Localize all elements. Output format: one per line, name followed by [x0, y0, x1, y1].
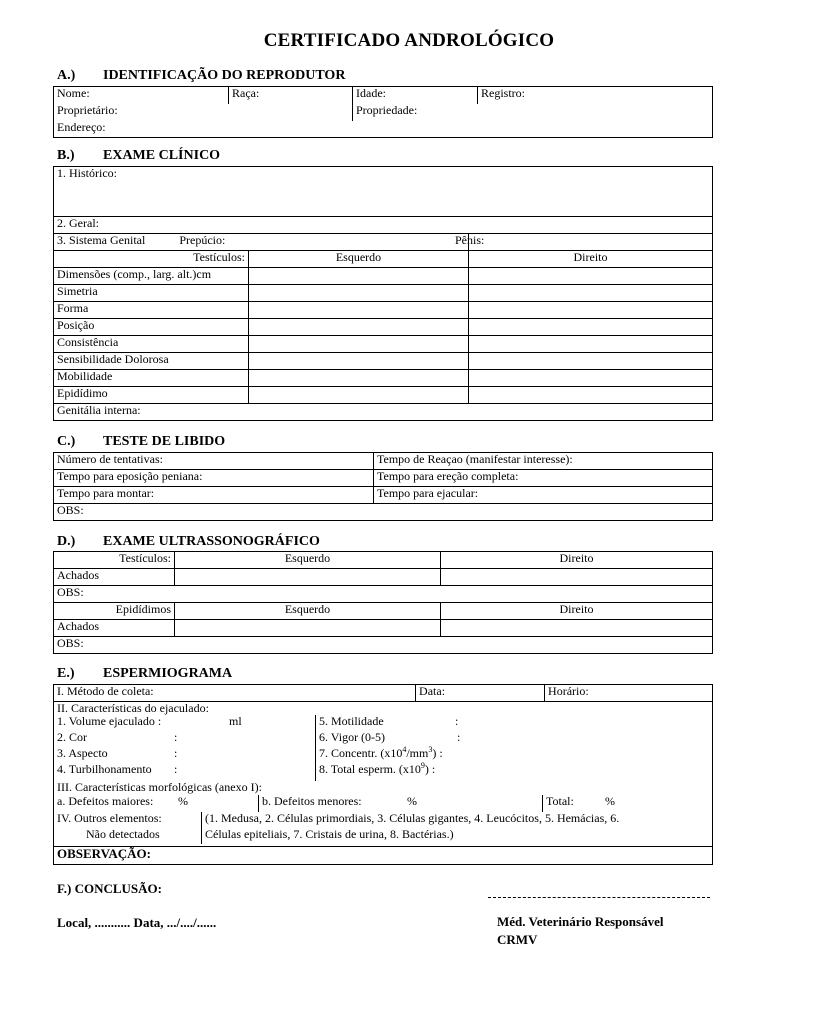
motilidade-label: 5. Motilidade: [319, 714, 384, 729]
achados-label: Achados: [54, 569, 175, 586]
total-esperm-label: [319, 763, 435, 776]
other-elements-row: [57, 812, 709, 844]
right-cell[interactable]: [469, 387, 713, 404]
achados-label: Achados: [54, 620, 175, 637]
left-cell[interactable]: [249, 268, 469, 285]
section-letter: E.): [57, 666, 75, 681]
left-cell[interactable]: [249, 387, 469, 404]
defects-row: [57, 795, 709, 812]
row-label: Epidídimo: [54, 387, 249, 404]
elements-list-line2: Células epiteliais, 7. Cristais de urina, 8. Bactérias.): [205, 826, 454, 841]
row-label: Mobilidade: [54, 370, 249, 387]
row-label: Posição: [54, 319, 249, 336]
horario-field[interactable]: Horário:: [545, 685, 713, 702]
section-d-heading: [57, 534, 320, 550]
spermiogram-table: [53, 684, 713, 865]
esquerdo-header: Esquerdo: [175, 603, 441, 620]
page-title: CERTIFICADO ANDROLÓGICO: [263, 30, 555, 51]
idade-field[interactable]: Idade:: [353, 87, 478, 104]
propriedade-field[interactable]: Propriedade:: [353, 104, 713, 121]
right-cell[interactable]: [469, 370, 713, 387]
divider: [315, 715, 316, 781]
right-cell[interactable]: [469, 268, 713, 285]
epididimos-obs-field[interactable]: OBS:: [54, 637, 713, 654]
proprietario-field[interactable]: Proprietário:: [54, 104, 353, 121]
concentracao-exp: 4: [402, 745, 407, 755]
aspecto-colon: :: [174, 746, 178, 761]
row-label: Forma: [54, 302, 249, 319]
local-data-line: Local, ........... Data, .../..../......: [57, 915, 217, 930]
ejaculate-characteristics: [54, 702, 713, 847]
section-letter: B.): [57, 148, 75, 163]
section-title: IDENTIFICAÇÃO DO REPRODUTOR: [103, 68, 346, 83]
concentracao-unit: /mm: [406, 746, 429, 761]
left-cell[interactable]: [249, 319, 469, 336]
total-label: Total:: [546, 793, 574, 808]
right-cell[interactable]: [469, 302, 713, 319]
row-label: Consistência: [54, 336, 249, 353]
section-title: ESPERMIOGRAMA: [103, 666, 233, 681]
historico-field[interactable]: 1. Histórico:: [54, 167, 713, 217]
section-title: EXAME ULTRASSONOGRÁFICO: [103, 534, 320, 549]
exposicao-field[interactable]: Tempo para eposição peniana:: [54, 470, 374, 487]
raca-field[interactable]: Raça:: [229, 87, 353, 104]
total-esperm-exp: 9: [420, 761, 425, 771]
nao-detectados-label: Não detectados: [86, 826, 160, 841]
medico-label: Méd. Veterinário Responsável: [497, 914, 664, 929]
section-letter: C.): [57, 434, 76, 449]
divider: [201, 812, 202, 844]
total-esperm-close: ): [424, 762, 429, 777]
section-title: TESTE DE LIBIDO: [103, 434, 226, 449]
section-b-heading: [57, 148, 220, 164]
tentativas-field[interactable]: Número de tentativas:: [54, 453, 374, 470]
caract-ejaculado-label: II. Características do ejaculado:: [57, 701, 209, 715]
left-cell[interactable]: [249, 336, 469, 353]
genitalia-interna-field[interactable]: Genitália interna:: [54, 404, 713, 421]
nome-field[interactable]: Nome:: [54, 87, 229, 104]
outros-label: IV. Outros elementos:: [57, 810, 162, 825]
right-cell[interactable]: [469, 285, 713, 302]
testiculos-header: Testículos:: [54, 251, 249, 268]
registro-field[interactable]: Registro:: [478, 87, 713, 104]
sistema-genital-label: 3. Sistema Genital: [57, 233, 146, 247]
right-cell[interactable]: [469, 336, 713, 353]
identification-table: [53, 86, 713, 138]
prepucio-label: Prepúcio:: [179, 233, 226, 247]
direito-header: Direito: [469, 251, 713, 268]
concentracao-exp2: 3: [428, 745, 433, 755]
cor-colon: :: [174, 730, 178, 745]
total-esperm-text: 8. Total esperm. (x10: [319, 762, 421, 777]
total-esperm-colon: :: [431, 762, 436, 777]
vigor-label: 6. Vigor (0-5): [319, 730, 386, 745]
volume-label: 1. Volume ejaculado :: [57, 714, 162, 729]
section-title: EXAME CLÍNICO: [103, 148, 221, 163]
row-label: Sensibilidade Dolorosa: [54, 353, 249, 370]
conclusao-heading: F.) CONCLUSÃO:: [57, 881, 162, 896]
morfo-label: III. Características morfológicas (anexo I):: [57, 780, 262, 795]
section-c-heading: [57, 434, 225, 450]
aspecto-label: 3. Aspecto: [57, 746, 108, 761]
row-label: Simetria: [54, 285, 249, 302]
total-pct: %: [605, 793, 615, 808]
libido-table: [53, 452, 713, 521]
data-field[interactable]: Data:: [416, 685, 545, 702]
row-label: Dimensões (comp., larg. alt.)cm: [54, 268, 249, 285]
concentracao-label: [319, 747, 443, 760]
testiculos-header: Testículos:: [54, 552, 175, 569]
section-letter: A.): [57, 68, 76, 83]
defeitos-menores-label: b. Defeitos menores:: [262, 793, 362, 808]
esquerdo-header: Esquerdo: [175, 552, 441, 569]
left-cell[interactable]: [249, 302, 469, 319]
sistema-genital-row[interactable]: [54, 234, 469, 251]
section-a-heading: [57, 68, 345, 84]
montar-field[interactable]: Tempo para montar:: [54, 487, 374, 504]
left-cell[interactable]: [175, 569, 441, 586]
endereco-field[interactable]: Endereço:: [54, 121, 713, 138]
penis-label: Pênis:: [455, 233, 485, 247]
libido-obs-field[interactable]: OBS:: [54, 504, 713, 521]
signature-line: [488, 897, 710, 898]
ejacular-field[interactable]: Tempo para ejacular:: [374, 487, 713, 504]
left-cell[interactable]: [175, 620, 441, 637]
divider: [542, 795, 543, 812]
right-cell[interactable]: [441, 620, 713, 637]
left-cell[interactable]: [249, 353, 469, 370]
vigor-colon: :: [457, 730, 461, 745]
ejaculate-grid: [57, 715, 709, 781]
direito-header: Direito: [441, 603, 713, 620]
epididimos-header: Epidídimos: [54, 603, 175, 620]
section-e-heading: [57, 666, 232, 682]
geral-field[interactable]: 2. Geral:: [54, 217, 713, 234]
erecao-field[interactable]: Tempo para ereção completa:: [374, 470, 713, 487]
left-cell[interactable]: [249, 285, 469, 302]
left-cell[interactable]: [249, 370, 469, 387]
crmv-label: CRMV: [497, 932, 538, 947]
defeitos-menores-pct: %: [407, 793, 417, 808]
defeitos-maiores-label: a. Defeitos maiores:: [57, 793, 154, 808]
ultrasound-table: [53, 551, 713, 654]
defeitos-maiores-pct: %: [178, 793, 188, 808]
section-letter: D.): [57, 534, 76, 549]
concentracao-text: 7. Concentr. (x10: [319, 746, 403, 761]
right-cell[interactable]: [441, 569, 713, 586]
right-cell[interactable]: [469, 319, 713, 336]
turbilhonamento-colon: :: [174, 762, 178, 777]
right-cell[interactable]: [469, 353, 713, 370]
testiculos-obs-field[interactable]: OBS:: [54, 586, 713, 603]
direito-header: Direito: [441, 552, 713, 569]
reacao-field[interactable]: Tempo de Reaçao (manifestar interesse):: [374, 453, 713, 470]
concentracao-close: ): [432, 746, 437, 761]
esquerdo-header: Esquerdo: [249, 251, 469, 268]
clinical-exam-table: [53, 166, 713, 421]
ml-unit: ml: [229, 714, 242, 729]
elements-list-line1: (1. Medusa, 2. Células primordiais, 3. Células gigantes, 4. Leucócitos, 5. Hemácias, 6.: [205, 810, 620, 825]
metodo-coleta-field[interactable]: I. Método de coleta:: [54, 685, 416, 702]
cor-label: 2. Cor: [57, 730, 87, 745]
penis-field[interactable]: [455, 233, 713, 251]
turbilhonamento-label: 4. Turbilhonamento: [57, 762, 152, 777]
concentracao-colon: :: [439, 746, 443, 761]
motilidade-colon: :: [455, 714, 459, 729]
divider: [258, 795, 259, 812]
observacao-field[interactable]: OBSERVAÇÃO:: [54, 846, 713, 864]
